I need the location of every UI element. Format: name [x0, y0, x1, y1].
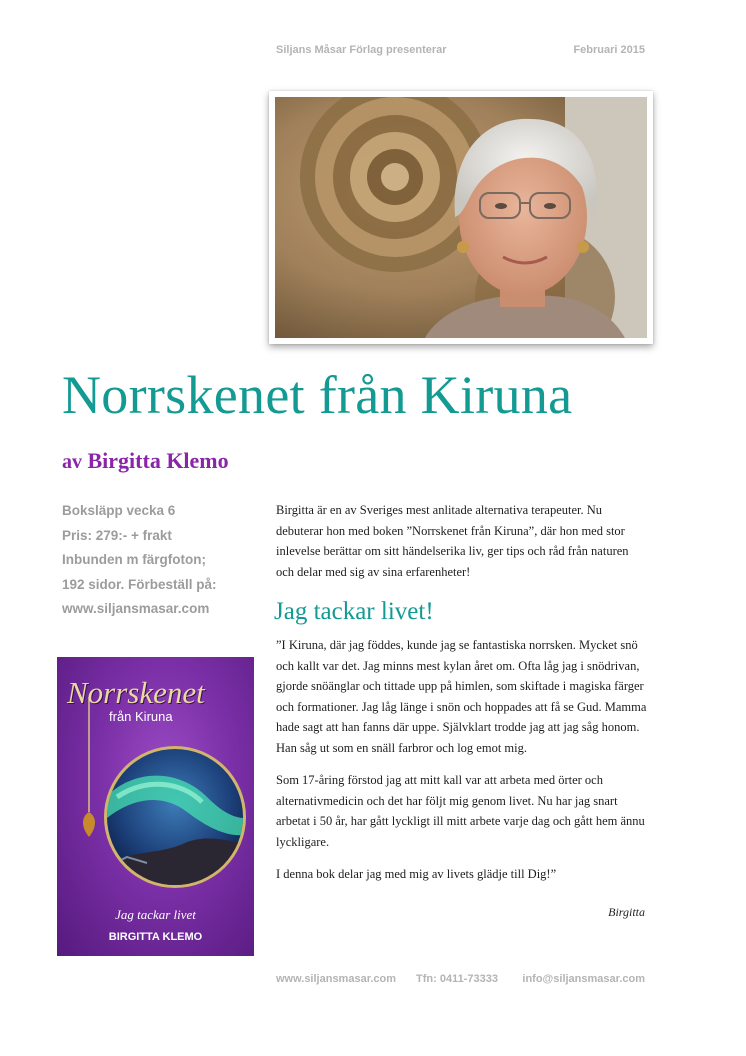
signature: Birgitta	[608, 905, 645, 919]
intro-paragraph: Birgitta är en av Sveriges mest anlitade alternativa terapeuter. Nu debuterar hon med boken ”Norrskenet från Kiruna”, där hon med stor inlevelse berättar om sitt händelserika liv, ger tips och råd från naturen och delar med sig av sina erfarenheter!	[276, 503, 629, 579]
section-heading: Jag tackar livet!	[274, 598, 434, 625]
footer-phone: Tfn: 0411-73333	[416, 973, 498, 985]
book-title: Norrskenet från Kiruna	[62, 365, 573, 425]
footer-website-link[interactable]: www.siljansmasar.com	[276, 973, 397, 985]
quote-paragraph: I denna bok delar jag med mig av livets glädje till Dig!”	[276, 867, 557, 881]
quote-paragraph: ”I Kiruna, där jag föddes, kunde jag se fantastiska norrsken. Mycket snö och kallt var det. Jag minns mest kylan året om. Ofta låg jag i snödrivan, gjorde snöänglar och tittade upp på himlen, som skiftade i magiska färger och formationer. Jag låg länge i snön och hoppades att få se Gud. Mamma hade sagt att han fanns där uppe. Självklart trodde jag att jag såg honom. Han såg ut som en snäll farbror och log emot mig.	[276, 638, 647, 755]
header-publisher: Siljans Måsar Förlag presenterar	[276, 44, 447, 56]
book-info	[62, 499, 252, 622]
footer-email-link[interactable]: info@siljansmasar.com	[522, 973, 645, 985]
book-cover	[57, 657, 254, 956]
author-photo	[269, 91, 653, 344]
cover-author: BIRGITTA KLEMO	[108, 931, 203, 943]
cover-subtitle: från Kiruna	[109, 709, 173, 724]
quote-paragraph: Som 17-åring förstod jag att mitt kall var att arbeta med örter och alternativmedicin och det har följt mig genom livet. Nu har jag snart arbetat i 50 år, har gått lyckligt ill mitt arbete varje dag och gått hem ännu lyckligare.	[276, 773, 645, 849]
cover-tagline: Jag tackar livet	[115, 907, 196, 922]
info-website-link[interactable]: www.siljansmasar.com	[62, 601, 210, 616]
section-body	[276, 635, 648, 897]
info-price: Pris: 279:- + frakt	[62, 527, 172, 543]
author-byline	[62, 448, 229, 474]
cover-title: Norrskenet	[67, 675, 205, 710]
byline-author: Birgitta Klemo	[87, 448, 229, 473]
author-portrait-image	[275, 97, 647, 338]
header-date: Februari 2015	[573, 44, 645, 56]
byline-prefix: av	[62, 451, 82, 473]
info-release: Boksläpp vecka 6	[62, 503, 176, 518]
info-format: Inbunden m färgfoton;	[62, 552, 206, 567]
info-preorder: 192 sidor. Förbeställ på:	[62, 576, 217, 592]
